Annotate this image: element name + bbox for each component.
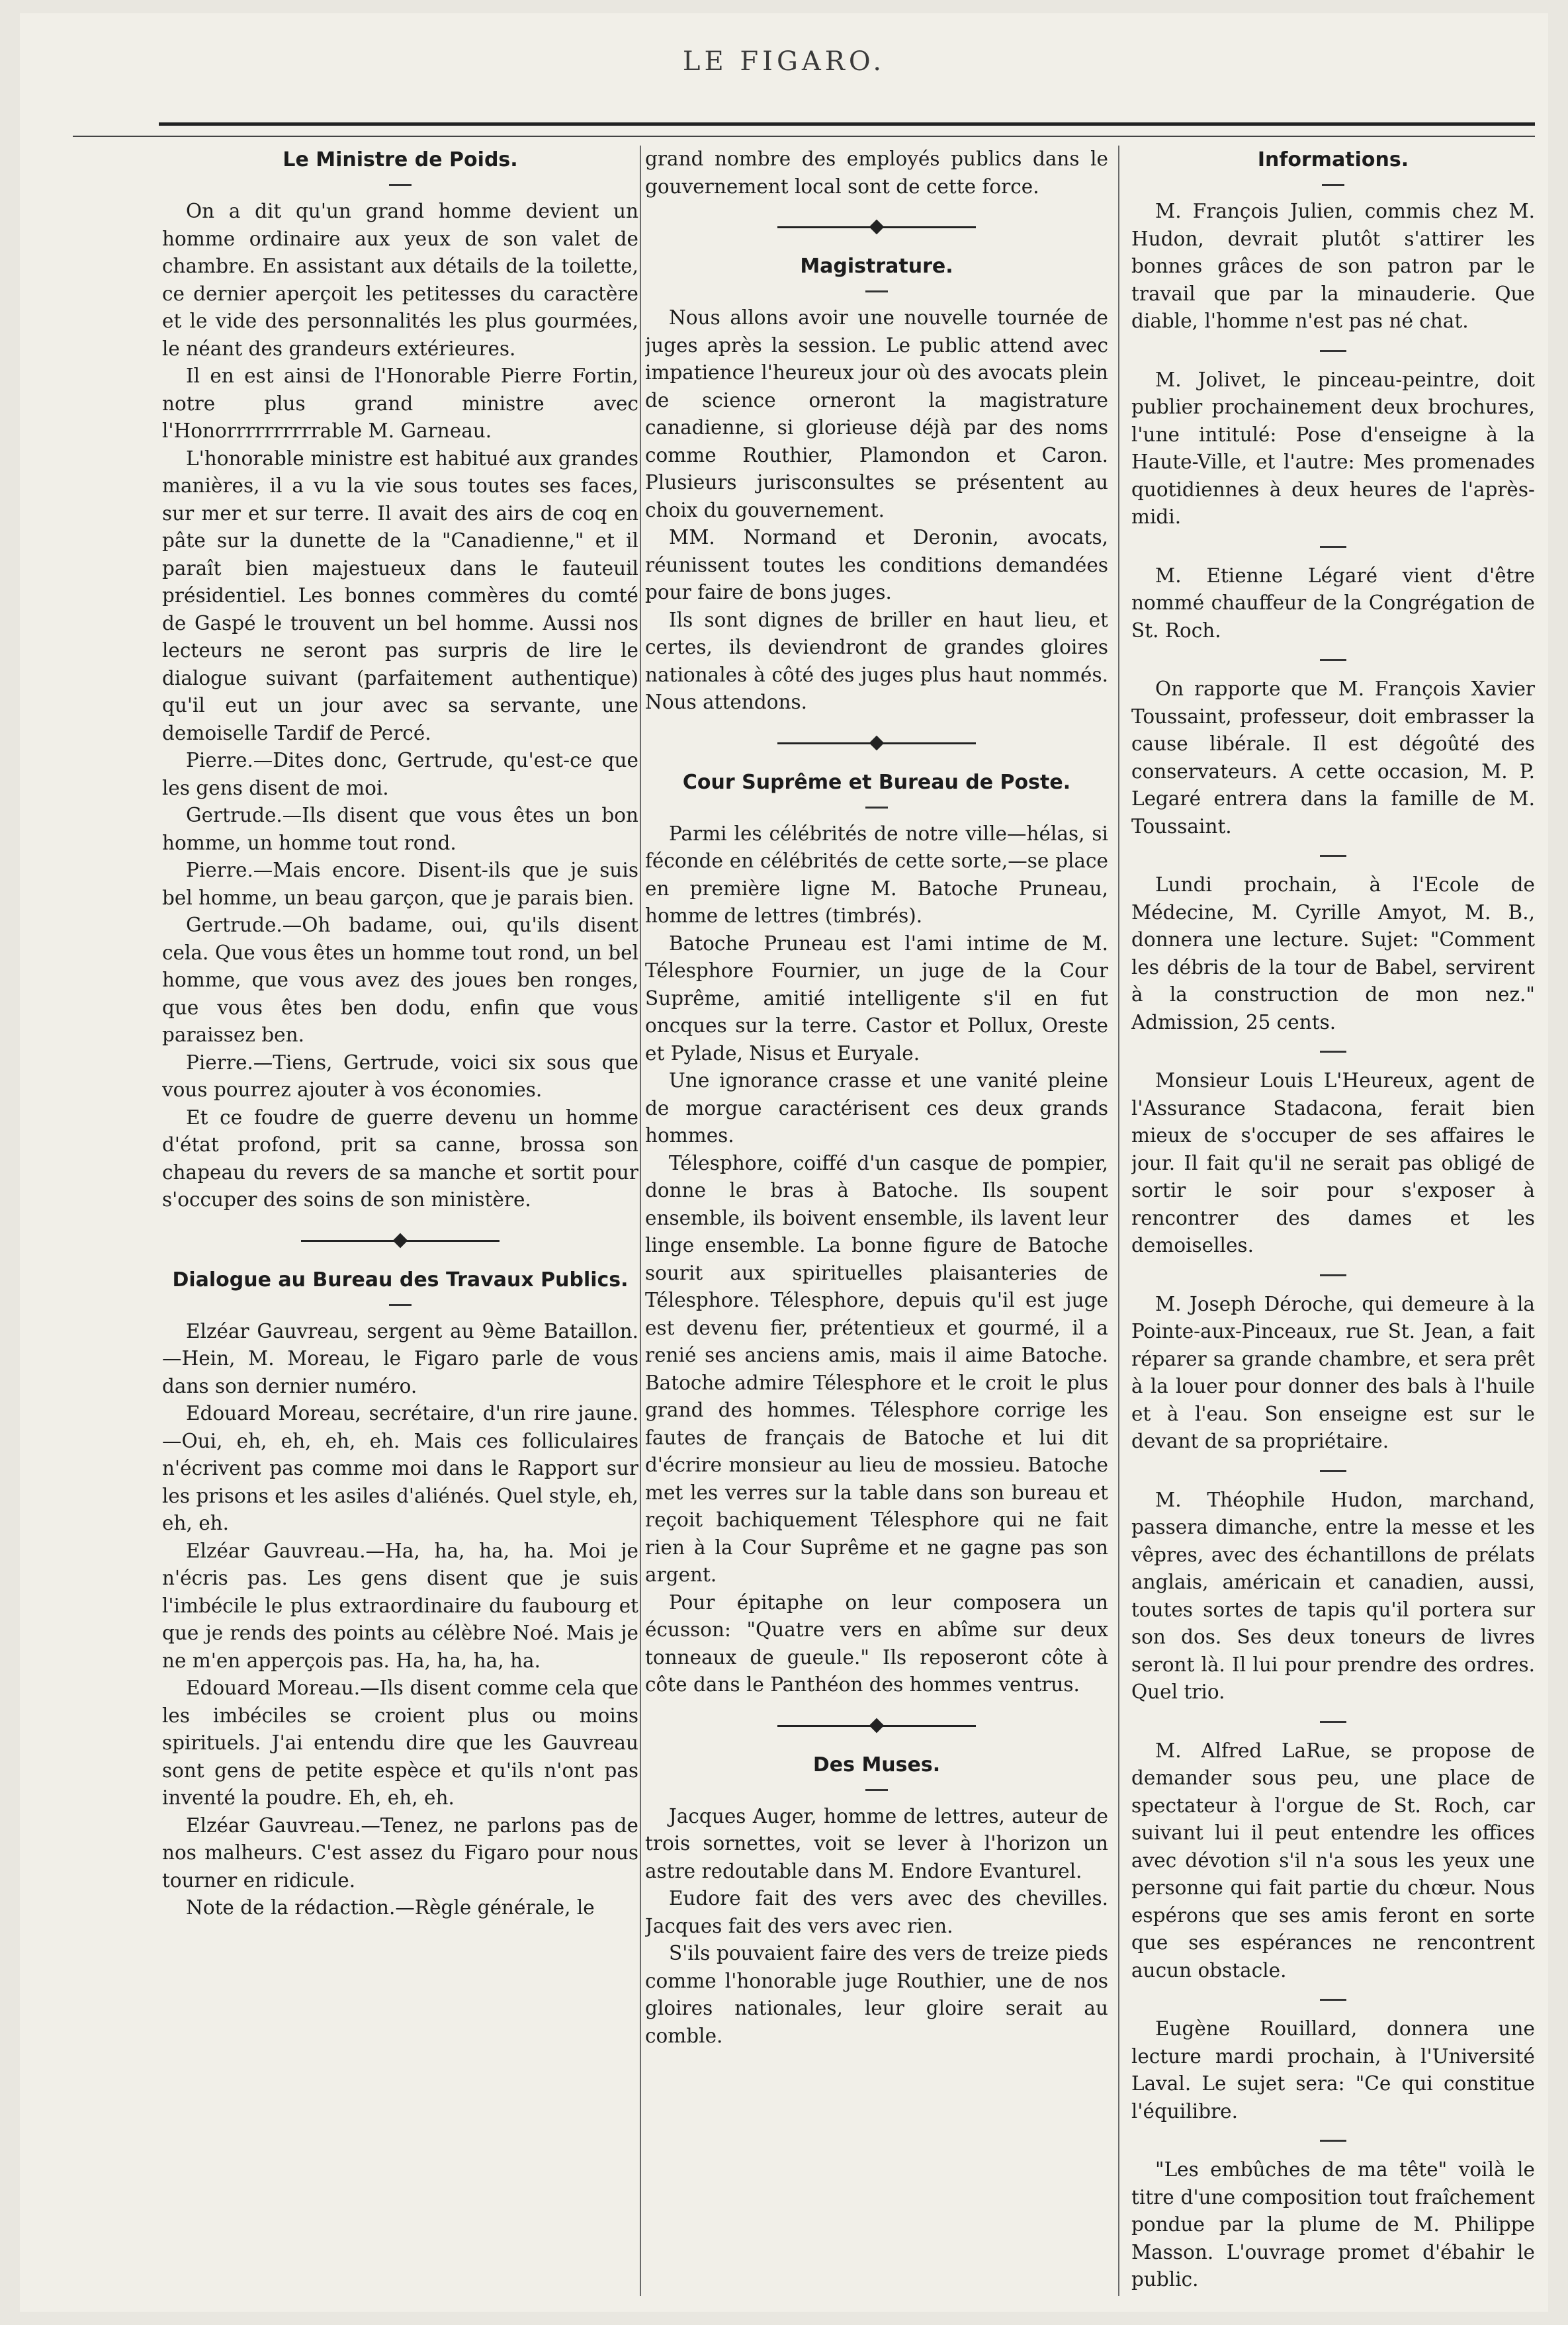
paragraph: Pierre.—Tiens, Gertrude, voici six sous que vous pourrez ajouter à vos économies.	[162, 1051, 638, 1101]
paragraph: Elzéar Gauvreau, sergent au 9ème Bataillon.—Hein, M. Moreau, le Figaro parle de vous dans son dernier numéro.	[162, 1319, 638, 1397]
item-separator	[1320, 546, 1346, 548]
article-heading: Magistrature.	[800, 255, 953, 278]
item-separator	[1320, 1470, 1346, 1472]
masthead: LE FIGARO.	[682, 46, 886, 77]
news-item: M. François Julien, commis chez M. Hudon, devrait plutôt s'attirer les bonnes grâces de son patron par le travail que par la minauderie. Que diable, l'homme n'est pas né chat.	[1131, 200, 1535, 332]
section-ornament	[301, 1231, 500, 1251]
item-separator	[1320, 1721, 1346, 1723]
paragraph: grand nombre des employés publics dans le gouvernement local sont de cette force.	[645, 148, 1108, 198]
article-heading: Le Ministre de Poids.	[283, 148, 518, 171]
item-separator	[1320, 2140, 1346, 2142]
masthead-rule	[159, 122, 1535, 126]
masthead-rule-thin	[73, 136, 1535, 137]
paragraph: Eudore fait des vers avec des chevilles. Jacques fait des vers avec rien.	[645, 1887, 1108, 1937]
news-item: M. Jolivet, le pinceau-peintre, doit publier prochainement deux brochures, l'une intitulé: Pose d'enseigne à la Haute-Ville, et l'autre: Mes promenades quotidiennes à deux heures de l'après-midi.	[1131, 368, 1535, 528]
news-item: Lundi prochain, à l'Ecole de Médecine, M. Cyrille Amyot, M. B., donnera une lecture. Sujet: "Comment les débris de la tour de Babel, servirent à la construction de mon nez." Admission, 25 cents.	[1131, 873, 1535, 1033]
column-3	[1131, 146, 1535, 2296]
paragraph: Elzéar Gauvreau.—Tenez, ne parlons pas de nos malheurs. C'est assez du Figaro pour nous tourner en ridicule.	[162, 1814, 638, 1892]
paragraph: Edouard Moreau.—Ils disent comme cela que les imbéciles se croient plus ou moins spirituels. J'ai entendu dire que les Gauvreau sont gens de petite espèce et qu'ils n'ont pas inventé la poudre. Eh, eh, eh.	[162, 1677, 638, 1809]
item-separator	[1320, 1274, 1346, 1276]
paragraph: Batoche Pruneau est l'ami intime de M. Télesphore Fournier, un juge de la Cour Suprême, amitié intelligente s'il en fut oncques sur la terre. Castor et Pollux, Oreste et Pylade, Nisus et Euryale.	[645, 932, 1108, 1065]
column-2	[645, 146, 1108, 2296]
news-item: M. Joseph Déroche, qui demeure à la Pointe-aux-Pinceaux, rue St. Jean, a fait réparer sa grande chambre, et sera prêt à la louer pour donner des bals à l'huile et à l'eau. Son enseigne est sur le devant de sa propriétaire.	[1131, 1292, 1535, 1452]
news-item: M. Alfred LaRue, se propose de demander sous peu, une place de spectateur à l'orgue de St. Roch, car suivant lui il peut entendre les offices avec dévotion s'il n'a sous les yeux une personne qui fait partie du chœur. Nous espérons que ses amis feront en sorte que ses espérances ne rencontrent aucun obstacle.	[1131, 1739, 1535, 1982]
paragraph: Gertrude.—Ils disent que vous êtes un bon homme, un homme tout rond.	[162, 804, 638, 854]
paragraph: Note de la rédaction.—Règle générale, le	[186, 1896, 595, 1919]
section-ornament	[777, 218, 976, 238]
news-item: On rapporte que M. François Xavier Toussaint, professeur, doit embrasser la cause libérale. Il est dégoûté des conservateurs. A cette occasion, M. P. Legaré entrera dans la famille de M. Toussaint.	[1131, 678, 1535, 838]
heading-dash	[389, 1304, 412, 1306]
column-divider	[1118, 146, 1119, 2296]
item-separator	[1320, 659, 1346, 661]
paragraph: Pierre.—Mais encore. Disent-ils que je suis bel homme, un beau garçon, que je parais bien.	[162, 859, 638, 909]
paragraph: Pierre.—Dites donc, Gertrude, qu'est-ce que les gens disent de moi.	[162, 749, 638, 799]
heading-dash	[865, 290, 888, 292]
news-item: "Les embûches de ma tête" voilà le titre d'une composition tout fraîchement pondue par la plume de M. Philippe Masson. L'ouvrage promet d'ébahir le public.	[1131, 2158, 1535, 2291]
article-heading: Dialogue au Bureau des Travaux Publics.	[172, 1268, 629, 1292]
paragraph: Télesphore, coiffé d'un casque de pompier, donne le bras à Batoche. Ils soupent ensemble, ils boivent ensemble, ils lavent leur linge ensemble. La bonne figure de Batoche sourit aux spirituelles plaisanteries de Télesphore. Télesphore, depuis qu'il est juge est devenu fier, prétentieux et gourmé, il a renié ses anciens amis, mais il aime Batoche. Batoche admire Télesphore et le croit le plus grand des hommes. Télesphore corrige les fautes de français de Batoche et lui dit d'écrire monsieur au lieu de mossieu. Batoche met les verres sur la table dans son bureau et reçoit bachiquement Télesphore qui ne fait rien à la Cour Suprême et ne gagne pas son argent.	[645, 1151, 1108, 1586]
news-item: Monsieur Louis L'Heureux, agent de l'Assurance Stadacona, ferait bien mieux de s'occuper de ses affaires le jour. Il fait qu'il ne serait pas obligé de sortir le soir pour s'exposer à rencontrer des dames et les demoiselles.	[1131, 1069, 1535, 1256]
article-heading: Cour Suprême et Bureau de Poste.	[682, 770, 1071, 794]
heading-dash	[1322, 184, 1344, 186]
heading-dash	[865, 807, 888, 809]
paragraph: S'ils pouvaient faire des vers de treize pieds comme l'honorable juge Routhier, une de nos gloires nationales, leur gloire serait au comble.	[645, 1942, 1108, 2047]
news-item: M. Etienne Légaré vient d'être nommé chauffeur de la Congrégation de St. Roch.	[1131, 564, 1535, 642]
item-separator	[1320, 855, 1346, 857]
newspaper-page	[20, 13, 1548, 2312]
paragraph: Ils sont dignes de briller en haut lieu, et certes, ils deviendront de grandes gloires nationales à côté des juges plus haut nommés. Nous attendons.	[645, 608, 1108, 713]
heading-dash	[389, 184, 412, 186]
paragraph: Jacques Auger, homme de lettres, auteur de trois sornettes, voit se lever à l'horizon un astre redoutable dans M. Endore Evanturel.	[645, 1804, 1108, 1882]
paragraph: Et ce foudre de guerre devenu un homme d'état profond, prit sa canne, brossa son chapeau du revers de sa manche et sortit pour s'occuper des soins de son ministère.	[162, 1106, 638, 1211]
paragraph: MM. Normand et Deronin, avocats, réunissent toutes les conditions demandées pour faire de bons juges.	[645, 526, 1108, 603]
news-item: Eugène Rouillard, donnera une lecture mardi prochain, à l'Université Laval. Le sujet sera: "Ce qui constitue l'équilibre.	[1131, 2017, 1535, 2123]
paragraph: Parmi les célébrités de notre ville—hélas, si féconde en célébrités de cette sorte,—se place en première ligne M. Batoche Pruneau, homme de lettres (timbrés).	[645, 822, 1108, 927]
item-separator	[1320, 350, 1346, 352]
paragraph: Elzéar Gauvreau.—Ha, ha, ha, ha. Moi je n'écris pas. Les gens disent que je suis l'imbécile le plus extraordinaire du faubourg et que je rends des points au célèbre Noé. Mais je ne m'en apperçois pas. Ha, ha, ha, ha.	[162, 1539, 638, 1672]
article-heading: Des Muses.	[812, 1753, 941, 1777]
section-ornament	[777, 734, 976, 754]
section-ornament	[777, 1716, 976, 1736]
heading-dash	[865, 1789, 888, 1791]
paragraph: Il en est ainsi de l'Honorable Pierre Fortin, notre plus grand ministre avec l'Honorrrrrrrrrrable M. Garneau.	[162, 365, 638, 442]
column-divider	[640, 146, 641, 2296]
news-item: M. Théophile Hudon, marchand, passera dimanche, entre la messe et les vêpres, avec des échantillons de prélats anglais, américain et canadien, aussi, toutes sortes de tapis qu'il portera sur son dos. Ses deux toneurs de livres seront là. Il lui pour prendre des ordres. Quel trio.	[1131, 1488, 1535, 1703]
article-heading: Informations.	[1257, 148, 1409, 171]
item-separator	[1320, 1051, 1346, 1053]
paragraph: Une ignorance crasse et une vanité pleine de morgue caractérisent ces deux grands hommes.	[645, 1069, 1108, 1147]
paragraph: Edouard Moreau, secrétaire, d'un rire jaune.—Oui, eh, eh, eh, eh. Mais ces folliculaires n'écrivent pas comme moi dans le Rapport sur les prisons et les asiles d'aliénés. Quel style, eh, eh, eh.	[162, 1402, 638, 1534]
paragraph: L'honorable ministre est habitué aux grandes manières, il a vu la vie sous toutes ses faces, sur mer et sur terre. Il avait des airs de coq en pâte sur la dunette de la "Canadienne," et il paraît bien majestueux dans le fauteuil présidentiel. Les bonnes commères du comté de Gaspé le trouvent un bel homme. Aussi nos lecteurs ne seront pas surpris de lire le dialogue suivant (parfaitement authentique) qu'il eut un jour avec sa servante, une demoiselle Tardif de Percé.	[162, 447, 638, 744]
item-separator	[1320, 1999, 1346, 2001]
column-1	[162, 146, 638, 2296]
paragraph: Pour épitaphe on leur composera un écusson: "Quatre vers en abîme sur deux tonneaux de gueule." Ils reposeront côte à côte dans le Panthéon des hommes ventrus.	[645, 1591, 1108, 1696]
paragraph: Gertrude.—Oh badame, oui, qu'ils disent cela. Que vous êtes un homme tout rond, un bel homme, que vous avez des joues ben ronges, que vous êtes ben dodu, enfin que vous paraissez ben.	[162, 914, 638, 1046]
paragraph: Nous allons avoir une nouvelle tournée de juges après la session. Le public attend avec impatience l'heureux jour où des avocats plein de science orneront la magistrature canadienne, si glorieuse déjà par des noms comme Routhier, Plamondon et Caron. Plusieurs jurisconsultes se présentent au choix du gouvernement.	[645, 306, 1108, 521]
paragraph: On a dit qu'un grand homme devient un homme ordinaire aux yeux de son valet de chambre. En assistant aux détails de la toilette, ce dernier aperçoit les petitesses du caractère et le vide des personnalités les plus gourmées, le néant des grandeurs extérieures.	[162, 200, 638, 360]
